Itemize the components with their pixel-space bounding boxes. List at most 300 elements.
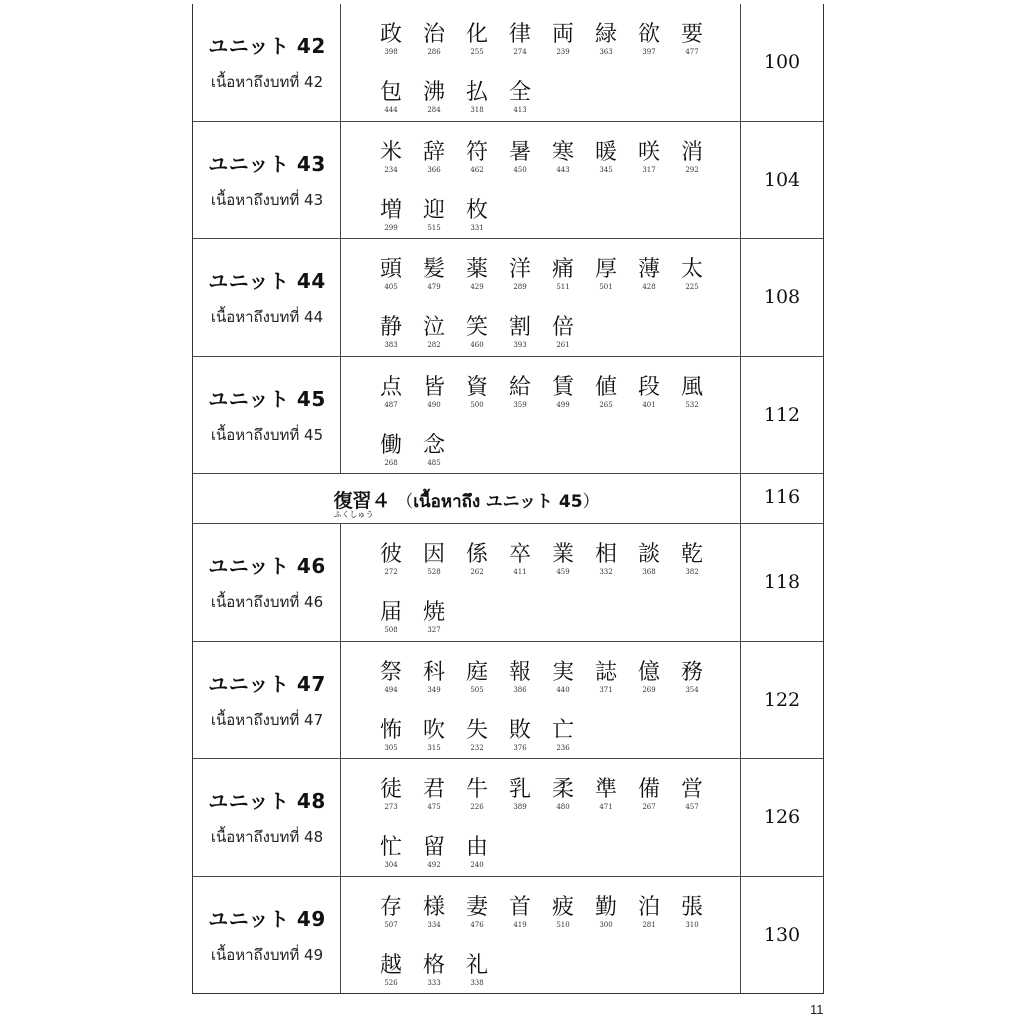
kanji-number: 476 [470, 921, 484, 929]
kanji-cell [341, 357, 741, 473]
unit-row-46 [193, 524, 823, 642]
kanji-number: 457 [685, 803, 699, 811]
unit-cell [193, 877, 341, 993]
kanji-entry [371, 835, 411, 869]
kanji-number: 265 [599, 401, 613, 409]
kanji-character: 風 [680, 375, 703, 400]
unit-cell [193, 122, 341, 238]
kanji-entry [414, 542, 454, 576]
kanji-character: 割 [508, 315, 531, 340]
kanji-character: 務 [680, 660, 703, 685]
kanji-number: 225 [685, 283, 699, 291]
kanji-entry [457, 835, 497, 869]
kanji-character: 働 [379, 433, 402, 458]
unit-title: ユニット 48 [208, 789, 326, 813]
page-number: 100 [763, 51, 801, 73]
page-cell [741, 524, 823, 641]
unit-subtitle: เนื้อหาถึงบทที่ 49 [210, 946, 324, 964]
unit-row-42 [193, 4, 823, 122]
kanji-entry [629, 22, 669, 56]
kanji-character: 談 [637, 542, 660, 567]
kanji-number: 236 [556, 744, 570, 752]
kanji-entry [414, 777, 454, 811]
kanji-character: 彼 [379, 542, 402, 567]
kanji-entry [414, 315, 454, 349]
kanji-entry [457, 375, 497, 409]
kanji-number: 286 [427, 48, 441, 56]
kanji-character: 沸 [422, 80, 445, 105]
kanji-number: 354 [685, 686, 699, 694]
kanji-entry [672, 140, 712, 174]
kanji-entry [586, 777, 626, 811]
kanji-character: 頭 [379, 257, 402, 282]
unit-title: ユニット 44 [208, 269, 326, 293]
kanji-character: 忙 [379, 835, 402, 860]
unit-title: ユニット 49 [208, 907, 326, 931]
kanji-character: 格 [422, 953, 445, 978]
kanji-number: 492 [427, 861, 441, 869]
kanji-number: 273 [384, 803, 398, 811]
kanji-number: 272 [384, 568, 398, 576]
kanji-entry [543, 140, 583, 174]
kanji-number: 443 [556, 166, 570, 174]
kanji-entry [457, 777, 497, 811]
kanji-entry [371, 895, 411, 929]
kanji-entry [672, 777, 712, 811]
kanji-number: 315 [427, 744, 441, 752]
unit-subtitle: เนื้อหาถึงบทที่ 45 [210, 426, 324, 444]
kanji-number: 477 [685, 48, 699, 56]
kanji-character: 備 [637, 777, 660, 802]
kanji-entry [629, 140, 669, 174]
kanji-entry [414, 433, 454, 467]
kanji-entry [457, 895, 497, 929]
paren-close: ） [582, 492, 600, 512]
kanji-entry [586, 660, 626, 694]
kanji-character: 業 [551, 542, 574, 567]
kanji-character: 政 [379, 22, 402, 47]
kanji-number: 500 [470, 401, 484, 409]
kanji-entry [543, 22, 583, 56]
kanji-cell [341, 759, 741, 876]
kanji-character: 符 [465, 140, 488, 165]
kanji-number: 304 [384, 861, 398, 869]
kanji-character: 科 [422, 660, 445, 685]
kanji-entry [457, 198, 497, 232]
kanji-number: 419 [513, 921, 527, 929]
unit-title: ユニット 46 [208, 554, 326, 578]
kanji-number: 292 [685, 166, 699, 174]
kanji-character: 乳 [508, 777, 531, 802]
page-cell [741, 4, 823, 121]
kanji-character: 様 [422, 895, 445, 920]
kanji-number: 401 [642, 401, 656, 409]
kanji-number: 239 [556, 48, 570, 56]
kanji-character: 億 [637, 660, 660, 685]
page-number: 126 [763, 806, 801, 828]
unit-subtitle: เนื้อหาถึงบทที่ 48 [210, 828, 324, 846]
kanji-number: 459 [556, 568, 570, 576]
kanji-number: 300 [599, 921, 613, 929]
kanji-character: 太 [680, 257, 703, 282]
kanji-character: 吹 [422, 718, 445, 743]
kanji-entry [414, 257, 454, 291]
kanji-number: 475 [427, 803, 441, 811]
kanji-number: 405 [384, 283, 398, 291]
kanji-character: 泣 [422, 315, 445, 340]
unit-subtitle: เนื้อหาถึงบทที่ 42 [210, 73, 324, 91]
kanji-number: 234 [384, 166, 398, 174]
kanji-entry [543, 660, 583, 694]
unit-title: ユニット 42 [208, 34, 326, 58]
kanji-character: 全 [508, 80, 531, 105]
review-row [193, 474, 823, 524]
unit-cell [193, 239, 341, 356]
page-cell [741, 759, 823, 876]
kanji-entry [457, 80, 497, 114]
kanji-character: 化 [465, 22, 488, 47]
kanji-entry [414, 375, 454, 409]
kanji-number: 515 [427, 224, 441, 232]
unit-row-43 [193, 122, 823, 239]
kanji-entry [371, 80, 411, 114]
kanji-number: 240 [470, 861, 484, 869]
kanji-character: 痛 [551, 257, 574, 282]
kanji-number: 393 [513, 341, 527, 349]
kanji-character: 薄 [637, 257, 660, 282]
kanji-number: 368 [642, 568, 656, 576]
kanji-character: 寒 [551, 140, 574, 165]
kanji-character: 暖 [594, 140, 617, 165]
kanji-number: 501 [599, 283, 613, 291]
kanji-entry [586, 542, 626, 576]
kanji-number: 366 [427, 166, 441, 174]
kanji-number: 371 [599, 686, 613, 694]
kanji-character: 値 [594, 375, 617, 400]
kanji-character: 祭 [379, 660, 402, 685]
kanji-number: 331 [470, 224, 484, 232]
kanji-number: 281 [642, 921, 656, 929]
kanji-character: 柔 [551, 777, 574, 802]
kanji-number: 299 [384, 224, 398, 232]
kanji-number: 267 [642, 803, 656, 811]
unit-subtitle: เนื้อหาถึงบทที่ 43 [210, 191, 324, 209]
kanji-entry [629, 542, 669, 576]
kanji-character: 誌 [594, 660, 617, 685]
unit-row-49 [193, 877, 823, 993]
kanji-entry [414, 22, 454, 56]
page-number: 108 [763, 286, 801, 308]
kanji-character: 牛 [465, 777, 488, 802]
kanji-entry [371, 140, 411, 174]
kanji-entry [500, 777, 540, 811]
kanji-character: 勤 [594, 895, 617, 920]
page-number: 112 [763, 404, 801, 426]
kanji-character: 枚 [465, 198, 488, 223]
kanji-entry [414, 835, 454, 869]
page-cell [741, 122, 823, 238]
kanji-character: 敗 [508, 718, 531, 743]
kanji-entry [629, 660, 669, 694]
page-number: 130 [763, 924, 801, 946]
kanji-number: 460 [470, 341, 484, 349]
kanji-entry [457, 953, 497, 987]
kanji-number: 345 [599, 166, 613, 174]
kanji-number: 429 [470, 283, 484, 291]
kanji-entry [543, 315, 583, 349]
kanji-entry [371, 375, 411, 409]
kanji-number: 398 [384, 48, 398, 56]
kanji-number: 450 [513, 166, 527, 174]
kanji-entry [543, 777, 583, 811]
kanji-number: 318 [470, 106, 484, 114]
kanji-character: 実 [551, 660, 574, 685]
paren-open: （ [396, 492, 414, 512]
kanji-number: 480 [556, 803, 570, 811]
kanji-entry [586, 22, 626, 56]
kanji-number: 382 [685, 568, 699, 576]
kanji-entry [672, 895, 712, 929]
kanji-number: 428 [642, 283, 656, 291]
kanji-entry [629, 257, 669, 291]
kanji-character: 払 [465, 80, 488, 105]
kanji-number: 359 [513, 401, 527, 409]
kanji-character: 首 [508, 895, 531, 920]
kanji-character: 由 [465, 835, 488, 860]
kanji-character: 念 [422, 433, 445, 458]
kanji-number: 261 [556, 341, 570, 349]
kanji-number: 310 [685, 921, 699, 929]
kanji-entry [414, 140, 454, 174]
kanji-character: 係 [465, 542, 488, 567]
kanji-character: 君 [422, 777, 445, 802]
kanji-character: 増 [379, 198, 402, 223]
kanji-cell [341, 642, 741, 758]
kanji-number: 376 [513, 744, 527, 752]
review-range [396, 492, 599, 512]
kanji-entry [457, 257, 497, 291]
kanji-number: 332 [599, 568, 613, 576]
kanji-number: 490 [427, 401, 441, 409]
kanji-entry [586, 895, 626, 929]
page-number: 104 [763, 169, 801, 191]
kanji-character: 乾 [680, 542, 703, 567]
kanji-cell [341, 239, 741, 356]
kanji-entry [371, 600, 411, 634]
kanji-entry [414, 718, 454, 752]
kanji-entry [672, 257, 712, 291]
kanji-number: 386 [513, 686, 527, 694]
kanji-character: 辞 [422, 140, 445, 165]
kanji-entry [629, 375, 669, 409]
kanji-cell [341, 4, 741, 121]
kanji-entry [500, 375, 540, 409]
kanji-character: 賃 [551, 375, 574, 400]
kanji-entry [586, 140, 626, 174]
kanji-entry [500, 80, 540, 114]
page-number: 116 [763, 486, 801, 508]
kanji-character: 届 [379, 600, 402, 625]
kanji-entry [672, 542, 712, 576]
kanji-character: 髪 [422, 257, 445, 282]
page-cell [741, 877, 823, 993]
kanji-number: 526 [384, 979, 398, 987]
review-unit: ユニット 45 [485, 492, 583, 512]
page-number: 118 [763, 571, 801, 593]
kanji-number: 444 [384, 106, 398, 114]
kanji-entry [500, 140, 540, 174]
kanji-character: 礼 [465, 953, 488, 978]
review-cell [193, 474, 741, 523]
kanji-character: 越 [379, 953, 402, 978]
unit-cell [193, 524, 341, 641]
kanji-number: 289 [513, 283, 527, 291]
kanji-number: 305 [384, 744, 398, 752]
kanji-entry [672, 660, 712, 694]
page-cell [741, 642, 823, 758]
unit-subtitle: เนื้อหาถึงบทที่ 44 [210, 308, 324, 326]
kanji-number: 499 [556, 401, 570, 409]
kanji-number: 494 [384, 686, 398, 694]
kanji-number: 333 [427, 979, 441, 987]
kanji-number: 383 [384, 341, 398, 349]
unit-subtitle: เนื้อหาถึงบทที่ 47 [210, 711, 324, 729]
kanji-entry [371, 22, 411, 56]
kanji-character: 焼 [422, 600, 445, 625]
page-cell [741, 357, 823, 473]
kanji-entry [371, 315, 411, 349]
unit-cell [193, 4, 341, 121]
kanji-number: 282 [427, 341, 441, 349]
kanji-number: 479 [427, 283, 441, 291]
kanji-number: 284 [427, 106, 441, 114]
kanji-character: 卒 [508, 542, 531, 567]
page-number: 122 [763, 689, 801, 711]
kanji-character: 営 [680, 777, 703, 802]
kanji-character: 静 [379, 315, 402, 340]
review-ruby: ふくしゅう [333, 510, 374, 519]
kanji-entry [500, 257, 540, 291]
kanji-character: 給 [508, 375, 531, 400]
kanji-entry [414, 953, 454, 987]
kanji-entry [629, 777, 669, 811]
kanji-entry [414, 80, 454, 114]
kanji-number: 505 [470, 686, 484, 694]
kanji-character: 皆 [422, 375, 445, 400]
kanji-number: 413 [513, 106, 527, 114]
kanji-character: 留 [422, 835, 445, 860]
kanji-character: 存 [379, 895, 402, 920]
kanji-number: 317 [642, 166, 656, 174]
kanji-number: 462 [470, 166, 484, 174]
kanji-entry [414, 660, 454, 694]
kanji-character: 準 [594, 777, 617, 802]
kanji-cell [341, 122, 741, 238]
kanji-entry [371, 257, 411, 291]
kanji-character: 徒 [379, 777, 402, 802]
kanji-number: 532 [685, 401, 699, 409]
kanji-entry [457, 660, 497, 694]
kanji-entry [543, 895, 583, 929]
kanji-entry [371, 718, 411, 752]
kanji-number: 440 [556, 686, 570, 694]
kanji-entry [543, 257, 583, 291]
review-title: 復習４ [333, 490, 391, 512]
kanji-entry [371, 198, 411, 232]
kanji-entry [414, 198, 454, 232]
kanji-character: 欲 [637, 22, 660, 47]
kanji-character: 両 [551, 22, 574, 47]
unit-subtitle: เนื้อหาถึงบทที่ 46 [210, 593, 324, 611]
kanji-number: 232 [470, 744, 484, 752]
kanji-number: 338 [470, 979, 484, 987]
kanji-character: 資 [465, 375, 488, 400]
page-cell [741, 239, 823, 356]
kanji-character: 厚 [594, 257, 617, 282]
unit-row-48 [193, 759, 823, 877]
page-cell [741, 474, 823, 523]
kanji-character: 泊 [637, 895, 660, 920]
kanji-number: 510 [556, 921, 570, 929]
kanji-entry [586, 375, 626, 409]
kanji-entry [586, 257, 626, 291]
kanji-character: 咲 [637, 140, 660, 165]
kanji-character: 点 [379, 375, 402, 400]
kanji-character: 亡 [551, 718, 574, 743]
kanji-entry [457, 22, 497, 56]
kanji-number: 389 [513, 803, 527, 811]
kanji-entry [500, 542, 540, 576]
kanji-entry [500, 895, 540, 929]
unit-title: ユニット 43 [208, 152, 326, 176]
kanji-number: 528 [427, 568, 441, 576]
kanji-entry [457, 315, 497, 349]
kanji-entry [457, 542, 497, 576]
kanji-number: 226 [470, 803, 484, 811]
kanji-number: 397 [642, 48, 656, 56]
kanji-character: 包 [379, 80, 402, 105]
kanji-character: 米 [379, 140, 402, 165]
kanji-character: 笑 [465, 315, 488, 340]
kanji-number: 508 [384, 626, 398, 634]
kanji-character: 薬 [465, 257, 488, 282]
kanji-number: 487 [384, 401, 398, 409]
review-heading [333, 486, 600, 519]
kanji-character: 疲 [551, 895, 574, 920]
unit-row-44 [193, 239, 823, 357]
kanji-character: 因 [422, 542, 445, 567]
kanji-character: 暑 [508, 140, 531, 165]
kanji-index-table [192, 4, 824, 994]
kanji-entry [371, 433, 411, 467]
kanji-character: 消 [680, 140, 703, 165]
kanji-character: 要 [680, 22, 703, 47]
kanji-entry [543, 375, 583, 409]
kanji-entry [500, 718, 540, 752]
kanji-number: 255 [470, 48, 484, 56]
kanji-number: 327 [427, 626, 441, 634]
kanji-character: 律 [508, 22, 531, 47]
page-footer-number: 11 [810, 1002, 824, 1017]
kanji-number: 334 [427, 921, 441, 929]
kanji-cell [341, 524, 741, 641]
kanji-character: 倍 [551, 315, 574, 340]
kanji-entry [371, 777, 411, 811]
kanji-entry [457, 718, 497, 752]
kanji-entry [414, 895, 454, 929]
kanji-character: 治 [422, 22, 445, 47]
kanji-character: 妻 [465, 895, 488, 920]
